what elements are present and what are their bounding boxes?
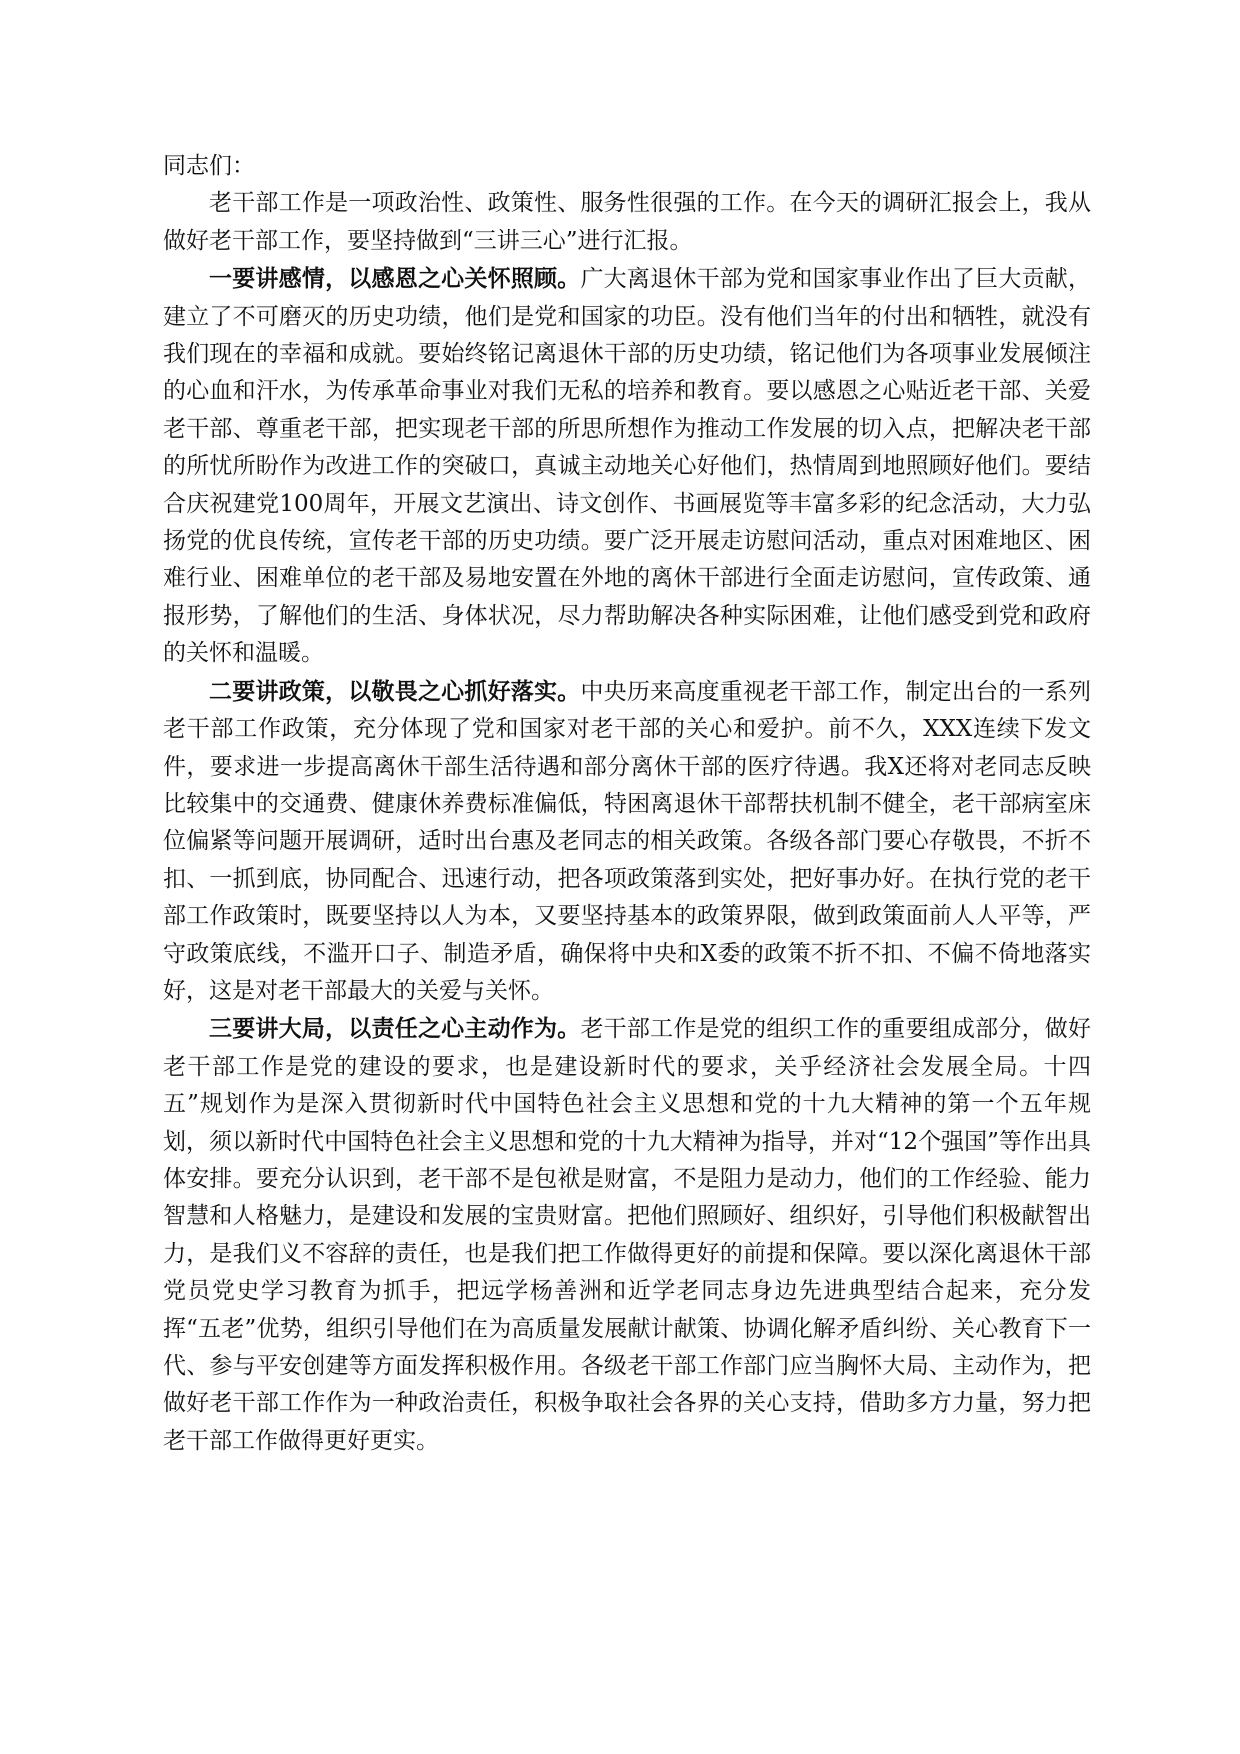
section-lead-2: 二要讲政策，以敬畏之心抓好落实。 [209, 677, 581, 705]
section-body-2: 中央历来高度重视老干部工作，制定出台的一系列老干部工作政策，充分体现了党和国家对老干部的关心和爱护。前不久，XXX连续下发文件，要求进一步提高离休干部生活待遇和部分离休干部的医疗待遇。我X还将对老同志反映比较集中的交通费、健康休养费标准偏低，特困离退休干部帮扶机制不健全，老干部病室床位偏紧等问题开展调研，适时出台惠及老同志的相关政策。各级各部门要心存敬畏，不折不扣、一抓到底，协同配合、迅速行动，把各项政策落到实处，把好事办好。在执行党的老干部工作政策时，既要坚持以人为本，又要坚持基本的政策界限，做到政策面前人人平等，严守政策底线，不滥开口子、制造矛盾，确保将中央和X委的政策不折不扣、不偏不倚地落实好，这是对老干部最大的关爱与关怀。 [163, 678, 1092, 1004]
section-body-1: 广大离退休干部为党和国家事业作出了巨大贡献，建立了不可磨灭的历史功绩，他们是党和国家的功臣。没有他们当年的付出和牺牲，就没有我们现在的幸福和成就。要始终铭记离退休干部的历史功绩，铭记他们为各项事业发展倾注的心血和汗水，为传承革命事业对我们无私的培养和教育。要以感恩之心贴近老干部、关爱老干部、尊重老干部，把实现老干部的所思所想作为推动工作发展的切入点，把解决老干部的所忧所盼作为改进工作的突破口，真诚主动地关心好他们，热情周到地照顾好他们。要结合庆祝建党100周年，开展文艺演出、诗文创作、书画展览等丰富多彩的纪念活动，大力弘扬党的优良传统，宣传老干部的历史功绩。要广泛开展走访慰问活动，重点对困难地区、困难行业、困难单位的老干部及易地安置在外地的离休干部进行全面走访慰问，宣传政策、通报形势，了解他们的生活、身体状况，尽力帮助解决各种实际困难，让他们感受到党和政府的关怀和温暖。 [163, 266, 1092, 667]
document-body [163, 148, 1091, 1460]
section-body-3: 老干部工作是党的组织工作的重要组成部分，做好老干部工作是党的建设的要求，也是建设新时代的要求，关乎经济社会发展全局。十四五”规划作为是深入贯彻新时代中国特色社会主义思想和党的十九大精神的第一个五年规划，须以新时代中国特色社会主义思想和党的十九大精神为指导，并对“12个强国”等作出具体安排。要充分认识到，老干部不是包袱是财富，不是阻力是动力，他们的工作经验、能力智慧和人格魅力，是建设和发展的宝贵财富。把他们照顾好、组织好，引导他们积极献智出力，是我们义不容辞的责任，也是我们把工作做得更好的前提和保障。要以深化离退休干部党员党史学习教育为抓手，把远学杨善洲和近学老同志身边先进典型结合起来，充分发挥“五老”优势，组织引导他们在为高质量发展献计献策、协调化解矛盾纠纷、关心教育下一代、参与平安创建等方面发挥积极作用。各级老干部工作部门应当胸怀大局、主动作为，把做好老干部工作作为一种政治责任，积极争取社会各界的关心支持，借助多方力量，努力把老干部工作做得更好更实。 [163, 1016, 1092, 1454]
intro-paragraph: 老干部工作是一项政治性、政策性、服务性很强的工作。在今天的调研汇报会上，我从做好老干部工作，要坚持做到“三讲三心”进行汇报。 [163, 190, 1091, 254]
section-paragraph-2 [163, 673, 1091, 1011]
section-lead-1: 一要讲感情，以感恩之心关怀照顾。 [209, 265, 581, 293]
section-lead-3: 三要讲大局，以责任之心主动作为。 [209, 1015, 581, 1043]
section-paragraph-3 [163, 1010, 1091, 1460]
section-paragraph-1 [163, 260, 1091, 672]
salutation: 同志们： [163, 153, 255, 179]
